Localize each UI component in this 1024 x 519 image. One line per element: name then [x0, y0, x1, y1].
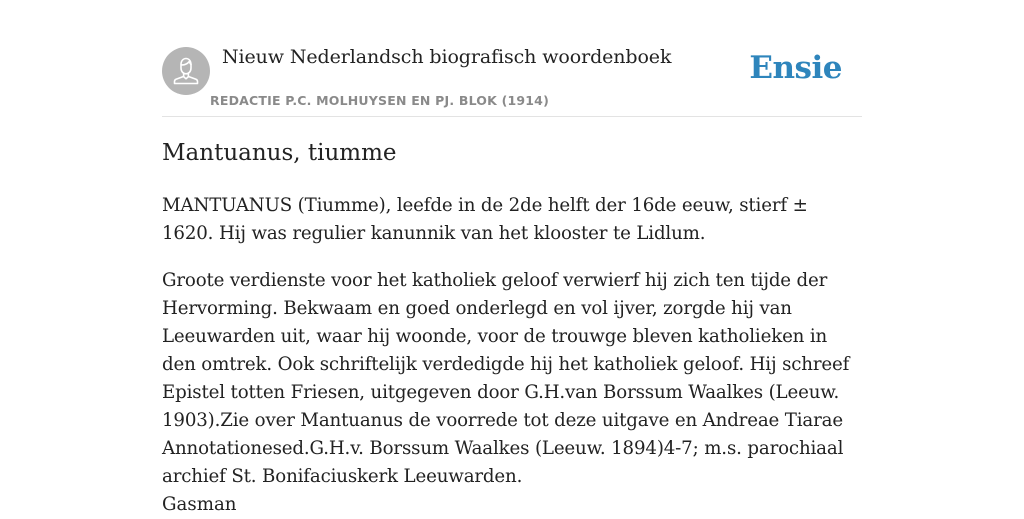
avatar[interactable] — [162, 47, 210, 95]
header — [162, 0, 862, 117]
page — [162, 0, 862, 515]
article-title: Mantuanus, tiumme — [162, 140, 397, 166]
brand-logo[interactable]: Ensie — [749, 50, 842, 86]
article-paragraph: Groote verdienste voor het katholiek geloof verwierf hij zich ten tijde der Hervorming. Bekwaam en goed onderlegd en vol ijver, zorgde hij van Leeuwarden uit, waar hij woonde, voor de trouwge bleven katholieken in den omtrek. Ook schriftelijk verdedigde hij het katholiek geloof. Hij schreef Epistel totten Friesen, uitgegeven door G.H.van Borssum Waalkes (Leeuw. 1903).Zie over Mantuanus de voorrede tot deze uitgave en Andreae Tiarae Annotationesed.G.H.v. Borssum Waalkes (Leeuw. 1894)4-7; m.s. parochiaal archief St. Bonifaciuskerk Leeuwarden. — [162, 270, 850, 487]
book-title[interactable]: Nieuw Nederlandsch biografisch woordenboek — [222, 46, 672, 68]
user-icon — [162, 47, 210, 95]
article-author: Gasman — [162, 494, 237, 515]
article-paragraph: MANTUANUS (Tiumme), leefde in de 2de helft der 16de eeuw, stierf ± 1620. Hij was regulier kanunnik van het klooster te Lidlum. — [162, 195, 808, 244]
editors-line: REDACTIE P.C. MOLHUYSEN EN PJ. BLOK (1914) — [210, 93, 549, 108]
